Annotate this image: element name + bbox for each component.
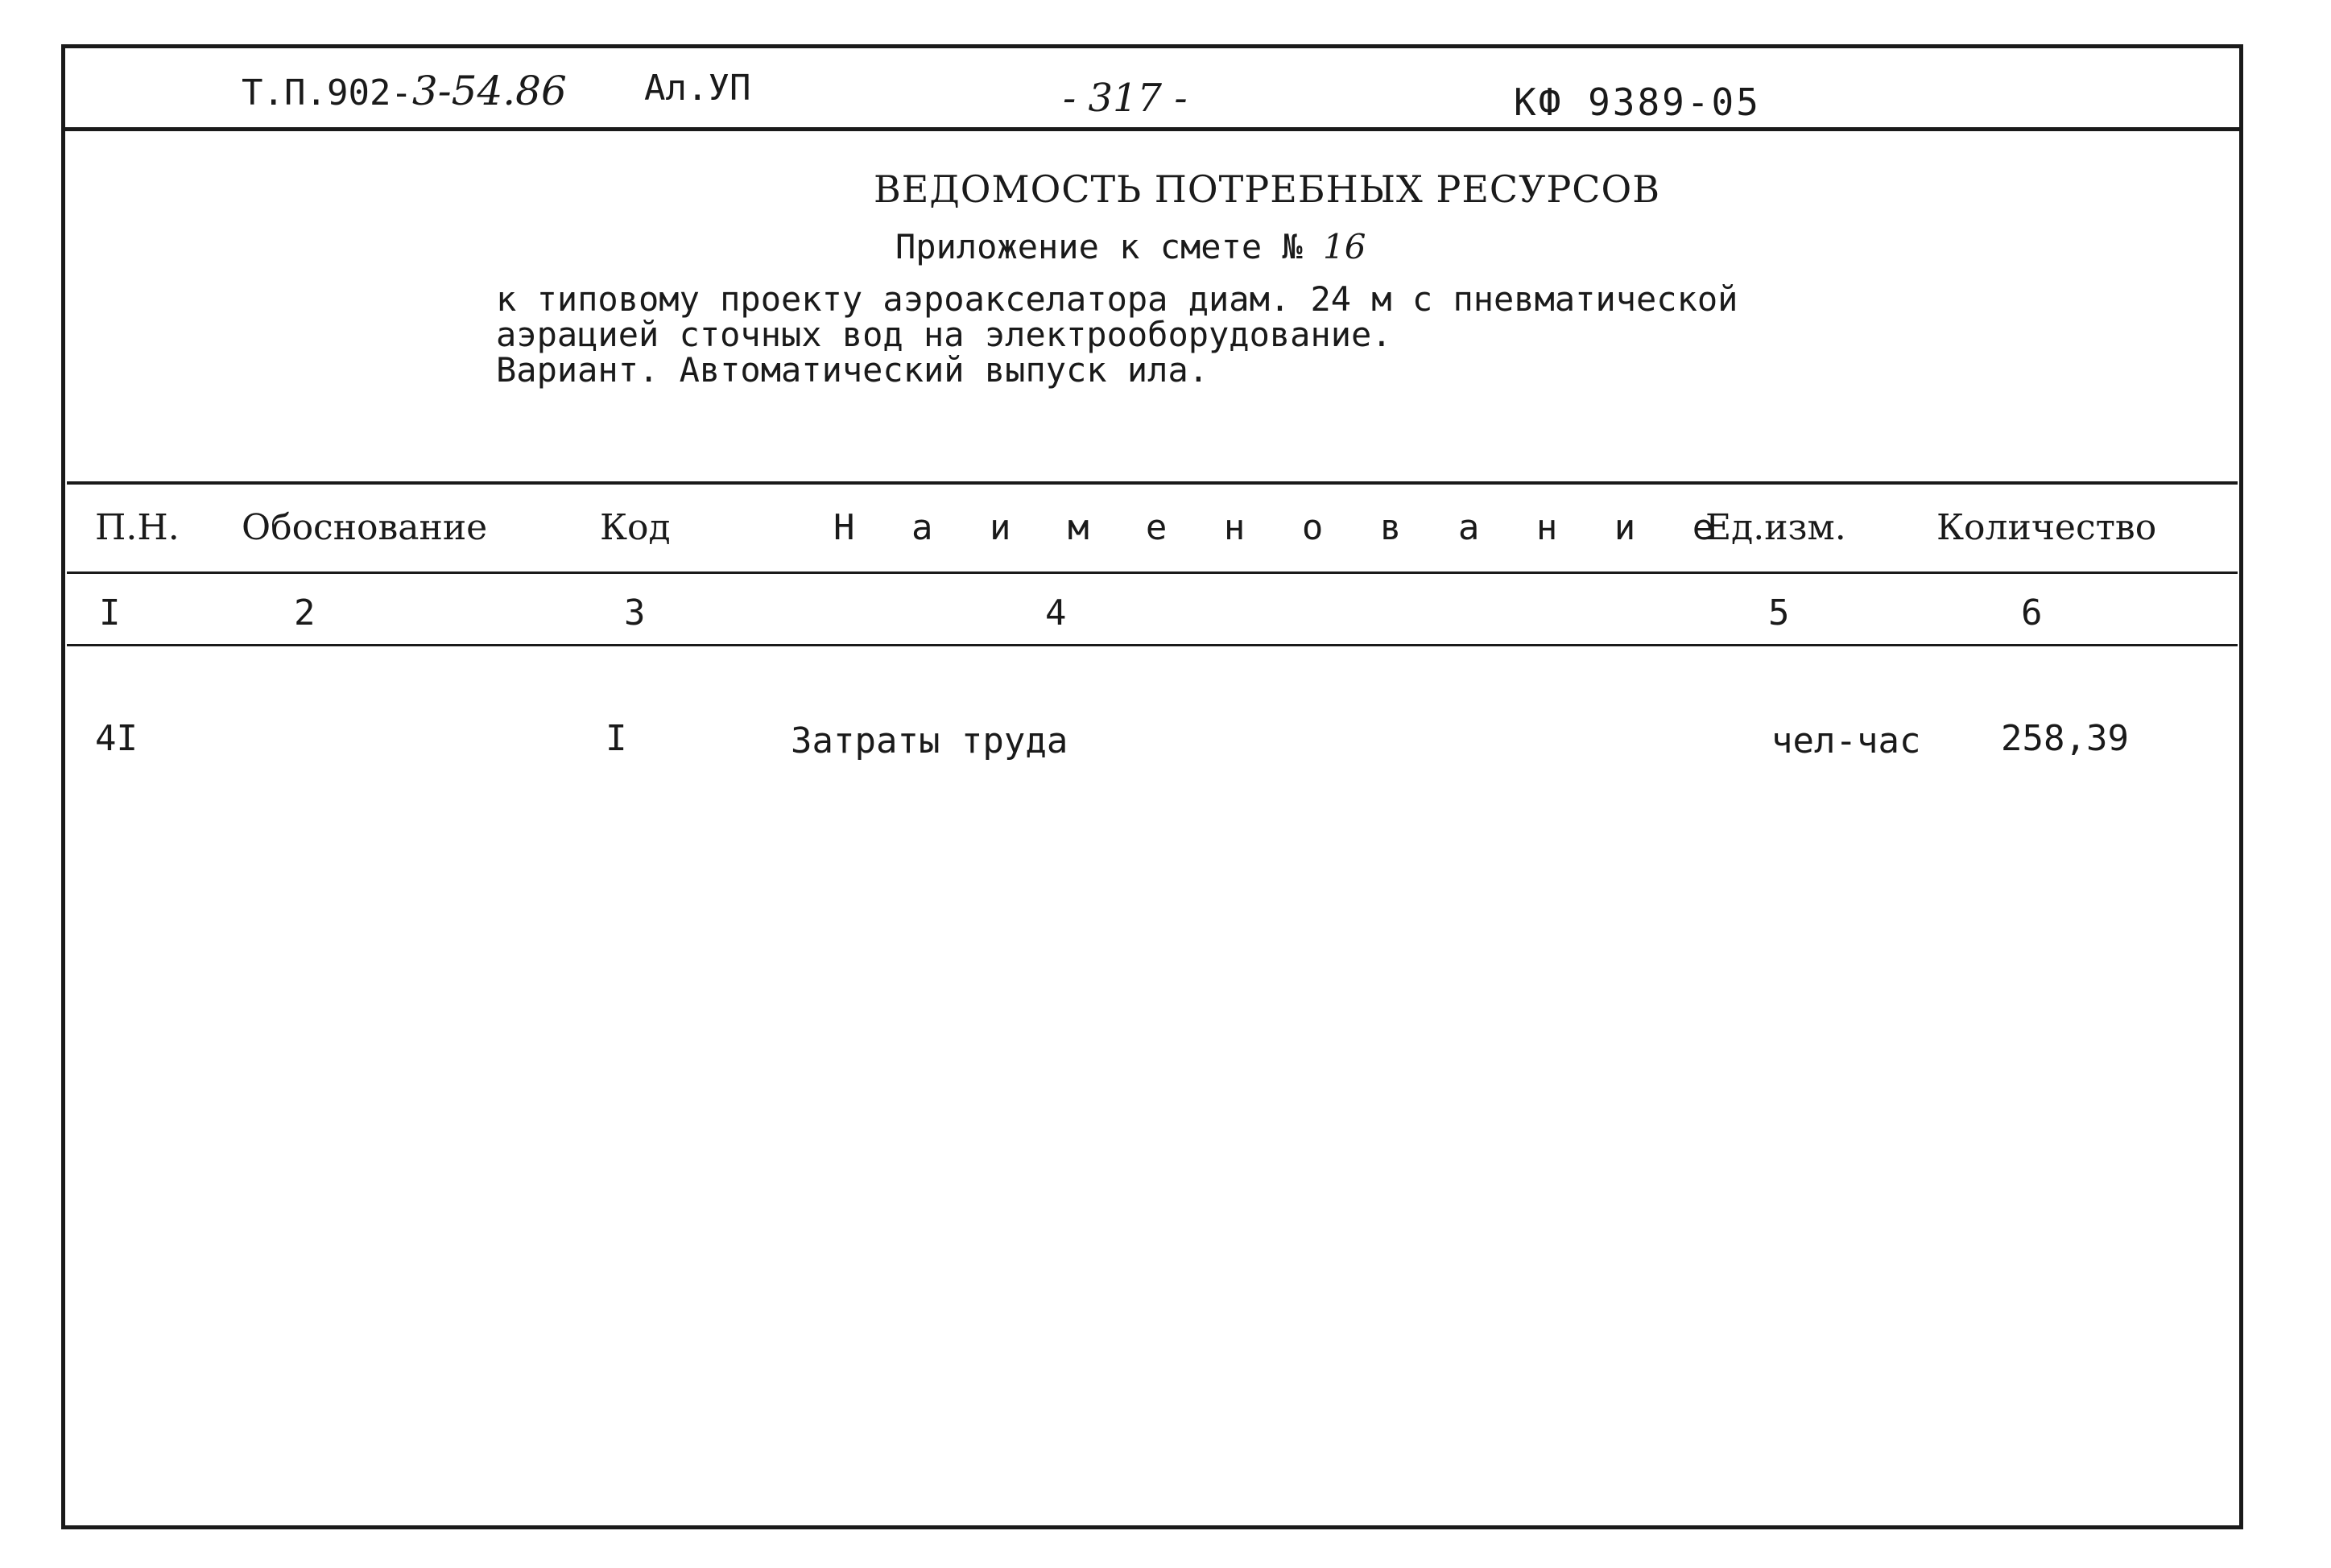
row-unit: чел-час [1771, 720, 1921, 761]
row-quantity: 258,39 [2001, 718, 2129, 759]
document-subtitle [895, 227, 1366, 266]
estimate-number-handwritten: 16 [1323, 227, 1366, 266]
table-header-rule [67, 571, 2238, 574]
document-description [496, 279, 1738, 390]
description-line-3: Вариант. Автоматический выпуск ила. [496, 350, 1209, 390]
colnum-4: 4 [1045, 592, 1067, 633]
subtitle-print: Приложение к смете № [895, 227, 1303, 266]
colnum-5: 5 [1768, 592, 1790, 633]
colnum-1: I [99, 592, 121, 633]
document-title: ВЕДОМОСТЬ ПОТРЕБНЫХ РЕСУРСОВ [874, 167, 1661, 211]
table-top-rule [67, 481, 2238, 485]
header-unit: Ед.изм. [1705, 507, 1846, 548]
project-code [242, 68, 567, 114]
row-name: Затраты труда [791, 720, 1068, 761]
project-code-print: Т.П.902- [242, 72, 412, 113]
header-name: Н а и м е н о в а н и е [833, 507, 1732, 548]
table-numbers-rule [67, 644, 2238, 646]
header-quantity: Количество [1936, 507, 2157, 548]
description-line-2: аэрацией сточных вод на электрооборудование. [496, 315, 1392, 354]
archive-code: КФ 9389-05 [1514, 80, 1761, 124]
album-label: Ал.УП [644, 68, 751, 109]
colnum-3: 3 [624, 592, 646, 633]
colnum-2: 2 [294, 592, 316, 633]
row-pn: 4I [95, 718, 138, 759]
description-line-1: к типовому проекту аэроакселатора диам. 24 м с пневматической [496, 279, 1738, 319]
page-number: - 317 - [1063, 76, 1188, 121]
colnum-6: 6 [2021, 592, 2043, 633]
header-code: Код [600, 507, 671, 548]
header-divider [61, 127, 2243, 131]
project-code-handwritten: 3-54.86 [411, 68, 567, 114]
header-pn: П.Н. [95, 507, 180, 548]
document-frame [61, 44, 2243, 1529]
row-code: I [605, 718, 627, 759]
header-basis: Обоснование [242, 507, 488, 548]
